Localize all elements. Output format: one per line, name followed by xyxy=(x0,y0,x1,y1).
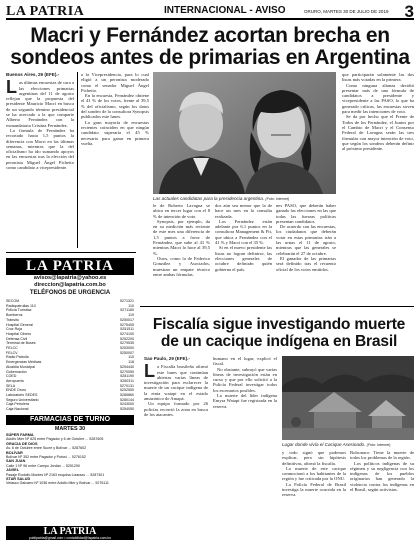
pharmacy-entry xyxy=(6,442,134,451)
pharmacy-name: GRACIA DE DIOS xyxy=(6,441,38,446)
paragraph: Los políticos indígenas de su régimen y su negligencia con los indígenas de los pueblos originarios han generado la violencia contra los indígenas en el Brasil, según activistas. xyxy=(350,460,414,493)
masthead-logo: LA PATRIA xyxy=(6,4,85,19)
second-story-column-3 xyxy=(282,450,346,542)
photo-caption xyxy=(282,442,414,447)
byline: Sao Paulo, 29 (EFE).- xyxy=(144,356,190,361)
phone-name: Caja Petrolera xyxy=(6,402,29,407)
paragraph: El ganador de las primarias será definido tras el recuento oficial de los votos emitidos. xyxy=(276,255,336,272)
pharmacy-name: JAVIEL xyxy=(6,468,20,473)
byline: Buenos Aires, 29 (EFE).- xyxy=(6,72,60,77)
section-title: INTERNACIONAL - AVISO xyxy=(164,5,286,16)
phone-name: Terminal de Buses xyxy=(6,341,36,346)
main-story-column-6 xyxy=(342,72,414,307)
phone-name: FELCV xyxy=(6,350,18,355)
phone-name: Cruz Roja xyxy=(6,327,22,332)
main-story-column-2 xyxy=(81,72,149,248)
phone-number: 5253000 xyxy=(120,346,134,351)
paragraph: Bolsonaro: Tiene la muerte de todos los problemas de la región. xyxy=(350,450,414,461)
pharmacy-address: Velasco Galvarro Nº 1036 entre Adolfo Mier y Bolívar ... 5276111 xyxy=(6,481,109,486)
phone-number: 5270050 xyxy=(120,369,134,374)
pharmacy-entry xyxy=(6,451,134,460)
phone-number: 5250017 xyxy=(120,317,134,322)
phone-number: 5285860 xyxy=(120,393,134,398)
phone-number: 5254050 xyxy=(120,407,134,412)
second-headline: Fiscalía sigue investigando muerte de un cacique indígena en Brasil xyxy=(152,316,406,350)
phone-number: 5252200 xyxy=(120,336,134,341)
paragraph: Otros, como la de Federico González y Asociados, muestran un empate técnico entre ambas fórmulas. xyxy=(153,255,210,277)
main-headline: Macri y Fernández acortan brecha en sondeos antes de primarias en Argentina xyxy=(10,24,410,69)
directory-email: direccion@lapatria.com.bo xyxy=(34,282,106,288)
directory-box xyxy=(6,258,134,540)
footer-logo: LA PATRIA xyxy=(43,526,97,537)
pharmacy-address: Adolfo Mier Nº 625 entre Pagador y 6 de Octubre ... 5287605 xyxy=(6,437,104,442)
paragraph: La gran mayoría de encuestas recientes coinciden en que ningún candidato superaría el 45 % necesario para ganar en primera vuelta. xyxy=(81,119,149,146)
phone-number: 5280144 xyxy=(120,397,134,402)
phone-name: Hospital General xyxy=(6,322,33,327)
phone-number: 5252550 xyxy=(120,388,134,393)
main-story-column-5 xyxy=(276,203,336,307)
pharmacy-date: MARTES 30 xyxy=(54,425,86,432)
phone-name: Laboratorio SEDES xyxy=(6,393,38,398)
photo-caption xyxy=(153,196,336,201)
column-rule xyxy=(77,72,78,248)
phone-number: 5275405 xyxy=(120,322,134,327)
paragraph: le de Roberto Lavagna se ubica en tercer lugar con el 8 % de intención de voto. xyxy=(153,203,210,219)
second-story-column-2 xyxy=(213,356,277,542)
pharmacy-entry xyxy=(6,459,134,468)
paragraph: Los Fernández están adelante por 6,1 puntos en la consultora Management & Fit, que ubica a Fernández con el 41 % y Macri con el 35 %. xyxy=(215,218,272,246)
phone-name: Radiopatrullas 110 xyxy=(6,303,36,308)
caption-text: Las actuales candidatas para la presidencia argentina. xyxy=(153,196,265,201)
phone-name: Hospital Obrero xyxy=(6,331,32,336)
phone-number: 5271180 xyxy=(120,308,134,313)
phone-name: COED xyxy=(6,374,17,379)
phone-name: Seguro Universitario xyxy=(6,397,39,402)
pharmacy-address: Calle 1 Nº 96 entre Campo Jordán ... 5251290 xyxy=(6,463,80,468)
pharmacy-name: SÚPER FARMA xyxy=(6,432,34,437)
phone-name: Radio Patrulla xyxy=(6,355,29,360)
phone-number: 5281190 xyxy=(120,374,134,379)
phone-name: Policía Turística xyxy=(6,308,32,313)
main-story-column-1 xyxy=(6,72,74,248)
village-photo xyxy=(282,356,414,440)
paragraph: Se da por hecho que el Frente de Todos de los Fernández, el Juntos por el Cambio de Macri y el Consenso Federal de Lavagna serán las tres fórmulas con mayor intención de voto, que según los sondeos deberán definir al próximo presidente. xyxy=(342,114,414,152)
paragraph: que participarán solamente las dos listas más votadas en la primera. xyxy=(342,72,414,83)
phone-number: 5271321 xyxy=(120,299,134,303)
phone-name: Tránsito xyxy=(6,317,19,322)
second-story-column-1 xyxy=(144,356,208,542)
paragraph: y todo signó que podemos explicar, pero sin hipótesis definitivas, afirmó la fiscalía. xyxy=(282,450,346,466)
page-number: 3 xyxy=(404,2,414,21)
phone-name: FELCC xyxy=(6,346,18,351)
paragraph: Como ninguna alianza decidió presentar más de una fórmula de candidatos a presidente y vicepresidente a las PASO, lo que ha generado críticas, las encuestas sirven para medir las intenciones de voto. xyxy=(342,82,414,115)
phone-name: Alcaldía Municipal xyxy=(6,364,35,369)
caption-credit: (Foto: Internet) xyxy=(265,197,290,201)
phone-name: Defensa Civil xyxy=(6,336,28,341)
dropcap: L xyxy=(6,77,17,98)
pharmacy-address: Av. 6 de Octubre entre Sucre y Bolívar ... 5287602 xyxy=(6,446,87,451)
main-story-column-3 xyxy=(153,203,210,307)
paragraph: Si en el nuevo presidente las listas no logran definirse, las elecciones generales de octubre definirán quién gobierna el país. xyxy=(215,245,272,272)
phone-number: 110 xyxy=(128,303,134,308)
paragraph: De acuerdo con las encuestas, los ciudadanos que deberán votar en estas primarias irán a las urnas el 11 de agosto, mientras que las generales se celebrarán el 27 de octubre. xyxy=(276,224,336,256)
paragraph: nes PASO, que deberán haber ganado las elecciones en las que todas las fuerzas políticas presentan candidatos. xyxy=(276,203,336,224)
phone-name: Bomberos xyxy=(6,313,23,318)
village-photo-image xyxy=(282,356,414,440)
issue-date: ORURO, MARTES 30 DE JULIO DE 2019 xyxy=(304,9,389,14)
emergency-phone-list xyxy=(6,299,134,412)
footer-contact: publipatria@gmail.com • contabilidad@lapatria.com.bo xyxy=(28,536,112,540)
phone-name: Caja Nacional xyxy=(6,407,29,412)
phone-name: SECOM xyxy=(6,299,20,303)
paragraph: La muerte de este cacique conmocionó a los habitantes de la región y fue criticada por la ONU. xyxy=(282,465,346,482)
phone-number: 5260311 xyxy=(120,378,134,383)
pharmacy-name: BOLÍVAR xyxy=(6,450,23,455)
pharmacy-name: STAR SALUD xyxy=(6,476,31,481)
section-rule xyxy=(6,252,136,253)
pharmacy-address: Bolívar Nº 352 entre Pagador y Potosí ... 5276152 xyxy=(6,454,86,459)
phone-name: Gobernación xyxy=(6,369,27,374)
phone-name: Aeropuerto xyxy=(6,378,24,383)
page-header xyxy=(6,4,414,20)
paragraph: Synopsis, por ejemplo, da en su medición más reciente de este mes una diferencia de 1,5 puntos a favor de Fernández, que sube al 41 % mientras Macri lo hace al 39,5 %. xyxy=(153,218,210,256)
phone-name: ENDE Oruro xyxy=(6,388,27,393)
pharmacy-entry xyxy=(6,468,134,477)
caption-text: Lugar donde vivía el Cacique Asesinado. xyxy=(282,442,366,447)
paragraph: a la Vicepresidencia, para lo cual eligió a un peronista moderado como el senador Miguel Ángel Pichetto. xyxy=(81,72,149,93)
phone-number: 110 xyxy=(128,355,134,360)
phone-row xyxy=(6,407,134,412)
pharmacy-entry xyxy=(6,433,134,442)
paragraph: humano en el lugar, explicó el fiscal. xyxy=(213,356,277,367)
pharmacy-list xyxy=(6,433,134,486)
paragraph: La muerte del líder indígena Emyra Waiapi fue registrada en la reserva. xyxy=(213,393,277,409)
paragraph: La fórmula de Fernández ha recortado hasta 1,5 puntos la diferencia con Macri en las últimas semanas, mientras que la del oficialismo ha ido sumando apoyos en las encuestas tras la elección del peronista Miguel Ángel Pichetto como candidato a vicepresidente. xyxy=(6,127,74,171)
pharmacy-entry xyxy=(6,477,134,486)
candidates-photo xyxy=(153,72,336,194)
phone-name: SELA xyxy=(6,383,16,388)
paragraph: a Fiscalía brasileña afirmó este lunes que continúan abiertas varias líneas de investigación para esclarecer la muerte de un cacique indígena de la etnia waiapi en el estado amazónico de Amapá. xyxy=(144,364,208,402)
phone-number: 119 xyxy=(128,313,134,318)
main-story-column-4 xyxy=(215,203,272,307)
pharmacy-title: FARMACIAS DE TURNO xyxy=(6,415,134,425)
caption-credit: (Foto: Internet) xyxy=(366,443,391,447)
directory-footer xyxy=(6,526,134,540)
paragraph: La Policía Federal de Brasil investiga la muerte ocurrida en la reserva. xyxy=(282,481,346,498)
phone-number: 5254440 xyxy=(120,364,134,369)
pharmacy-name: SAN JUAN xyxy=(6,459,26,464)
directory-email: avisos@lapatria@yahoo.es xyxy=(33,275,107,281)
phone-number: 5270131 xyxy=(120,383,134,388)
directory-title: LA PATRIA xyxy=(6,258,134,275)
phone-name: Emergencias Médicas xyxy=(6,360,42,365)
dropcap: L xyxy=(144,361,155,382)
phone-number: 5274100 xyxy=(120,331,134,336)
pharmacy-address: Pasaje Rodolfo Montes Nº 2163 esquina Lizarazu ... 5287301 xyxy=(6,472,105,477)
candidates-photo-image xyxy=(153,72,336,194)
phone-number: 5250007 xyxy=(120,350,134,355)
paragraph: dos aún sea menor que la de hace un mes en la consulta realizada. xyxy=(215,203,272,219)
paragraph: Un equipo formado por 26 policías recorrió la zona en busca de los atacantes. xyxy=(144,401,208,417)
paragraph: En la encuesta, Fernández obtiene el 41 % de los votos, frente al 39,5 % del oficialismo, según los datos del sondeo de la consultora Synopsis publicados este lunes. xyxy=(81,93,149,120)
phone-number: 5251511 xyxy=(120,327,134,332)
second-story-column-4 xyxy=(350,450,414,542)
emergency-phones-title: TELÉFONOS DE URGENCIA xyxy=(29,290,111,296)
phone-number: 118 xyxy=(128,360,134,365)
paragraph: No obstante, subrayó que varias líneas de investigación están en curso y que por ello solicitó a la Policía Federal investigar todos los escenarios posibles. xyxy=(213,366,277,393)
paragraph: as últimas encuestas de cara a las elecciones primarias argentinas del 11 de agosto reflejan que la propuesta del presidente Mauricio Macri en busca de un segundo término presidencial se ha acercado a la que comparte Alberto Fernández con la exmandataria Cristina Fernández. xyxy=(6,80,74,128)
phone-number: 5243000 xyxy=(120,402,134,407)
phone-number: 5279535 xyxy=(120,341,134,346)
